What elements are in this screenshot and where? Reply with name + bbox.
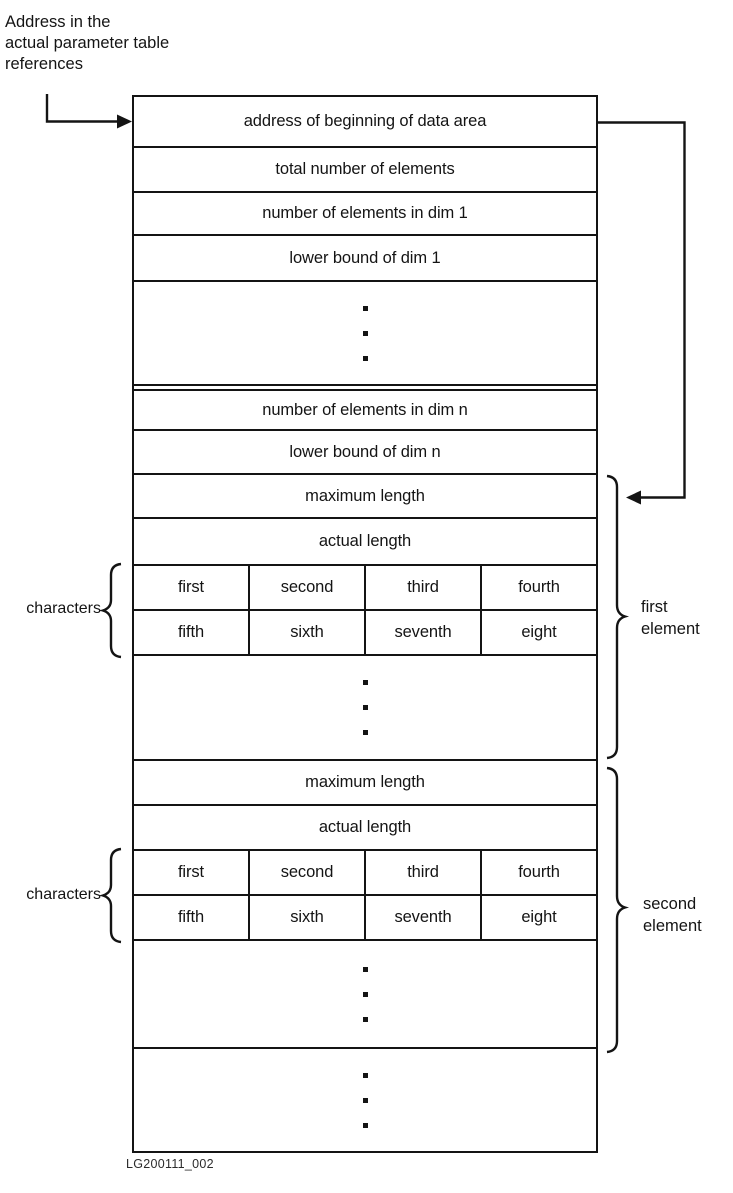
ellipsis-dot [363, 1098, 368, 1103]
first-element-brace [607, 476, 625, 758]
reference-arrow-line [598, 123, 685, 498]
ellipsis-dot [363, 331, 368, 336]
characters-grid-1-row-2 [134, 611, 596, 656]
pointer-arrow-line [47, 94, 118, 122]
table-row-dim1-lower: lower bound of dim 1 [134, 236, 596, 282]
ellipsis-dot [363, 992, 368, 997]
character-cell: first [134, 566, 250, 609]
character-cell: fifth [134, 896, 250, 939]
vertical-ellipsis [134, 656, 596, 761]
vertical-ellipsis [134, 282, 596, 386]
characters-grid-2-row-2 [134, 896, 596, 941]
table-row-address: address of beginning of data area [134, 97, 596, 148]
table-row-actual-length-2: actual length [134, 806, 596, 851]
character-cell: third [366, 566, 482, 609]
ellipsis-dot [363, 1123, 368, 1128]
parameter-table [132, 95, 598, 1153]
characters-brace-first [103, 564, 121, 657]
character-cell: first [134, 851, 250, 894]
table-row-dimn-count: number of elements in dim n [134, 391, 596, 431]
table-row-dim1-count: number of elements in dim 1 [134, 193, 596, 236]
ellipsis-dot [363, 730, 368, 735]
table-row-dimn-lower: lower bound of dim n [134, 431, 596, 475]
characters-grid-2-row-1 [134, 851, 596, 896]
character-cell: eight [521, 908, 557, 926]
characters-label-first: characters [26, 600, 101, 617]
pointer-arrowhead-icon [117, 115, 132, 129]
figure-code: LG200111_002 [126, 1157, 214, 1171]
character-cell: seventh [366, 611, 482, 654]
character-cell: second [250, 566, 366, 609]
vertical-ellipsis [134, 1049, 596, 1151]
second-element-brace [607, 768, 625, 1052]
character-cell: sixth [250, 611, 366, 654]
vertical-ellipsis [134, 941, 596, 1049]
table-row-actual-length-1: actual length [134, 519, 596, 566]
ellipsis-dot [363, 705, 368, 710]
character-cell: fifth [134, 611, 250, 654]
ellipsis-dot [363, 680, 368, 685]
character-cell: second [250, 851, 366, 894]
ellipsis-dot [363, 306, 368, 311]
character-cell: third [366, 851, 482, 894]
pointer-note-line: references [5, 55, 83, 73]
ellipsis-dot [363, 1017, 368, 1022]
ellipsis-dot [363, 967, 368, 972]
pointer-note-line: Address in the [5, 13, 111, 31]
ellipsis-dot [363, 1073, 368, 1078]
characters-grid-1-row-1 [134, 566, 596, 611]
character-cell: eight [521, 623, 557, 641]
pointer-note-line: actual parameter table [5, 34, 170, 52]
second-element-label: second element [643, 895, 702, 935]
table-row-total-elements: total number of elements [134, 148, 596, 193]
characters-brace-second [103, 849, 121, 942]
table-row-max-length-1: maximum length [134, 475, 596, 519]
character-cell: fourth [518, 578, 560, 596]
table-row-max-length-2: maximum length [134, 761, 596, 806]
character-cell: fourth [518, 863, 560, 881]
first-element-label: first element [641, 598, 700, 638]
character-cell: seventh [366, 896, 482, 939]
character-cell: sixth [250, 896, 366, 939]
reference-arrowhead-icon [626, 491, 641, 505]
characters-label-second: characters [26, 886, 101, 903]
ellipsis-dot [363, 356, 368, 361]
